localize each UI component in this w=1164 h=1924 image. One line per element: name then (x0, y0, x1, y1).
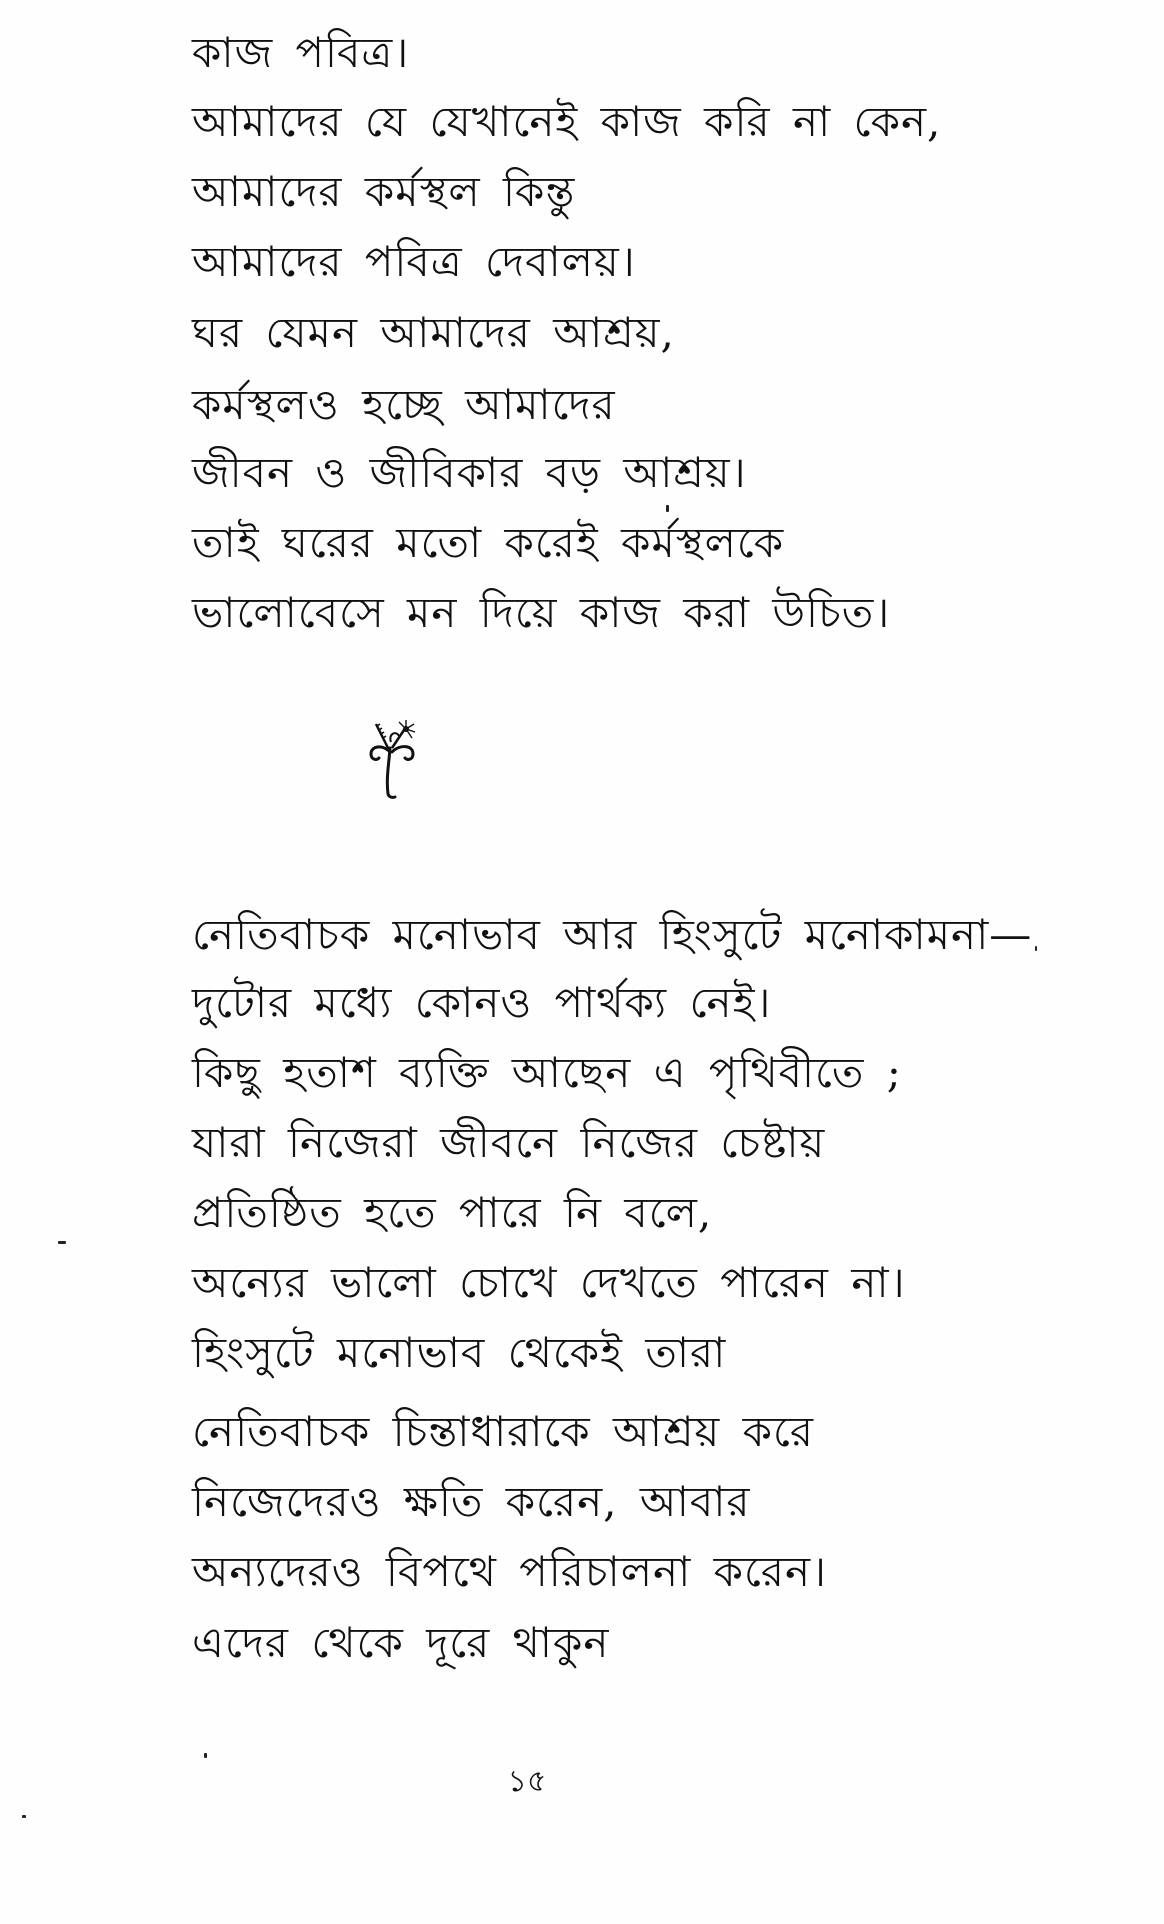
page-number: ১৫ (507, 1764, 547, 1799)
scan-speck (204, 1753, 207, 1758)
text-line: জীবন ও জীবিকার বড় আশ্রয়। (192, 448, 747, 497)
text-line: অন্যের ভালো চোখে দেখতে পারেন না। (192, 1258, 906, 1307)
scan-speck (22, 1815, 26, 1818)
text-line: দুটোর মধ্যে কোনও পার্থক্য নেই। (192, 978, 772, 1027)
text-line: তাই ঘরের মতো করেই কর্মস্থলকে (192, 518, 785, 567)
text-line: আমাদের যে যেখানেই কাজ করি না কেন, (192, 97, 942, 146)
text-line: ঘর যেমন আমাদের আশ্রয়, (192, 308, 675, 357)
text-line: অন্যদেরও বিপথে পরিচালনা করেন। (192, 1547, 828, 1596)
text-line: ভালোবেসে মন দিয়ে কাজ করা উচিত। (192, 588, 891, 637)
text-line: হিংসুটে মনোভাব থেকেই তারা (192, 1328, 727, 1377)
text-line: আমাদের পবিত্র দেবালয়। (192, 237, 636, 286)
text-line: এদের থেকে দূরে থাকুন (192, 1618, 610, 1667)
text-line: নেতিবাচক মনোভাব আর হিংসুটে মনোকামনা— (192, 910, 1033, 959)
text-line: কর্মস্থলও হচ্ছে আমাদের (192, 380, 616, 429)
scan-speck (1035, 946, 1037, 951)
scan-speck (58, 1241, 66, 1244)
text-line: কিছু হতাশ ব্যক্তি আছেন এ পৃথিবীতে ; (192, 1048, 902, 1097)
text-line: নিজেদেরও ক্ষতি করেন, আবার (192, 1477, 751, 1526)
text-line: আমাদের কর্মস্থল কিন্তু (192, 167, 576, 216)
flower-sprig-icon (368, 718, 420, 800)
text-line: প্রতিষ্ঠিত হতে পারে নি বলে, (192, 1188, 713, 1237)
text-line: যারা নিজেরা জীবনে নিজের চেষ্টায় (192, 1118, 826, 1167)
text-line: নেতিবাচক চিন্তাধারাকে আশ্রয় করে (192, 1407, 814, 1456)
text-line: কাজ পবিত্র। (192, 28, 410, 77)
scan-speck (666, 505, 669, 512)
